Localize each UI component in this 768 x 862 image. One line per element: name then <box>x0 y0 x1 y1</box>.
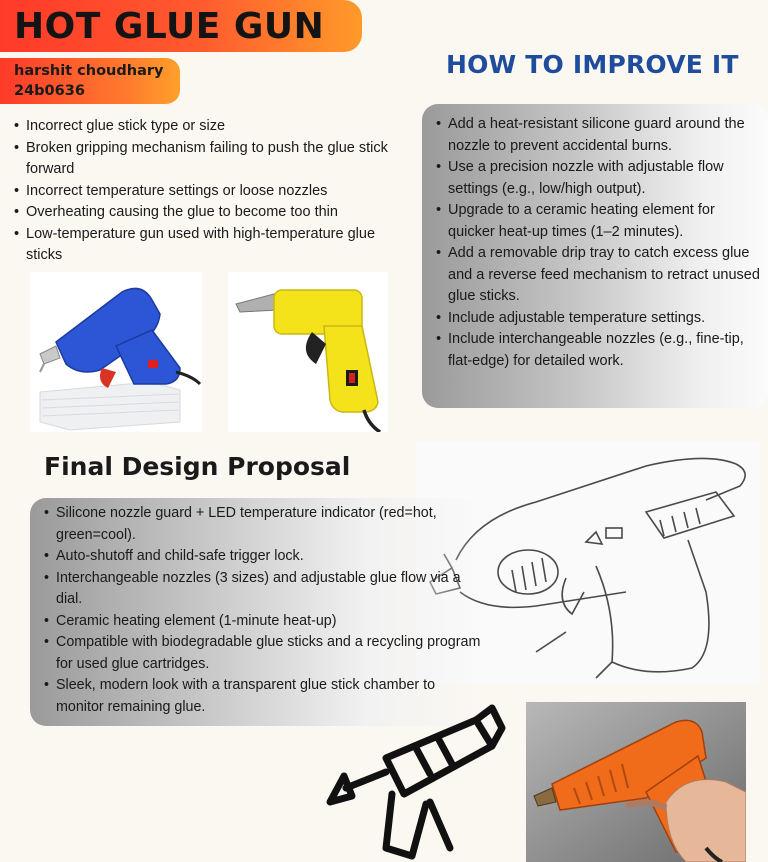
orange-glue-gun-image <box>526 702 746 862</box>
final-design-heading: Final Design Proposal <box>44 452 351 481</box>
improve-heading: HOW TO IMPROVE IT <box>446 50 739 79</box>
problem-item: • Incorrect glue stick type or size <box>14 116 414 138</box>
improvements-box <box>422 104 768 408</box>
final-design-item: • Interchangeable nozzles (3 sizes) and adjustable glue flow via a dial. <box>44 568 482 611</box>
final-design-item: • Auto-shutoff and child-safe trigger lock. <box>44 546 482 568</box>
final-design-box <box>30 498 482 726</box>
final-design-item: • Ceramic heating element (1-minute heat-up) <box>44 611 482 633</box>
problem-item: • Low-temperature gun used with high-temperature glue sticks <box>14 224 414 267</box>
final-design-item: • Silicone nozzle guard + LED temperature indicator (red=hot, green=cool). <box>44 503 482 546</box>
yellow-glue-gun-image <box>228 272 388 432</box>
problem-item: • Broken gripping mechanism failing to push the glue stick forward <box>14 138 414 181</box>
improvement-item: • Use a precision nozzle with adjustable flow settings (e.g., low/high output). <box>436 157 760 200</box>
final-design-item: • Compatible with biodegradable glue sticks and a recycling program for used glue cartridges. <box>44 632 482 675</box>
improvement-item: • Add a removable drip tray to catch excess glue and a reverse feed mechanism to retract unused glue sticks. <box>436 243 760 308</box>
author-id: 24b0636 <box>14 83 85 99</box>
page-title: HOT GLUE GUN <box>14 5 325 47</box>
problem-item: • Incorrect temperature settings or loose nozzles <box>14 181 414 203</box>
improvement-item: • Upgrade to a ceramic heating element for quicker heat-up times (1–2 minutes). <box>436 200 760 243</box>
problems-list <box>14 116 414 267</box>
title-banner <box>0 0 362 52</box>
improvement-item: • Include interchangeable nozzles (e.g., fine-tip, flat-edge) for detailed work. <box>436 329 760 372</box>
improvement-item: • Include adjustable temperature settings. <box>436 308 760 330</box>
improvement-item: • Add a heat-resistant silicone guard around the nozzle to prevent accidental burns. <box>436 114 760 157</box>
author-badge <box>0 58 180 104</box>
author-name: harshit choudhary <box>14 63 164 79</box>
blue-glue-gun-image <box>30 272 202 432</box>
final-design-list <box>44 503 482 718</box>
final-design-item: • Sleek, modern look with a transparent glue stick chamber to monitor remaining glue. <box>44 675 482 718</box>
caulk-gun-icon <box>326 698 506 862</box>
problem-item: • Overheating causing the glue to become too thin <box>14 202 414 224</box>
improvements-list <box>436 114 760 372</box>
